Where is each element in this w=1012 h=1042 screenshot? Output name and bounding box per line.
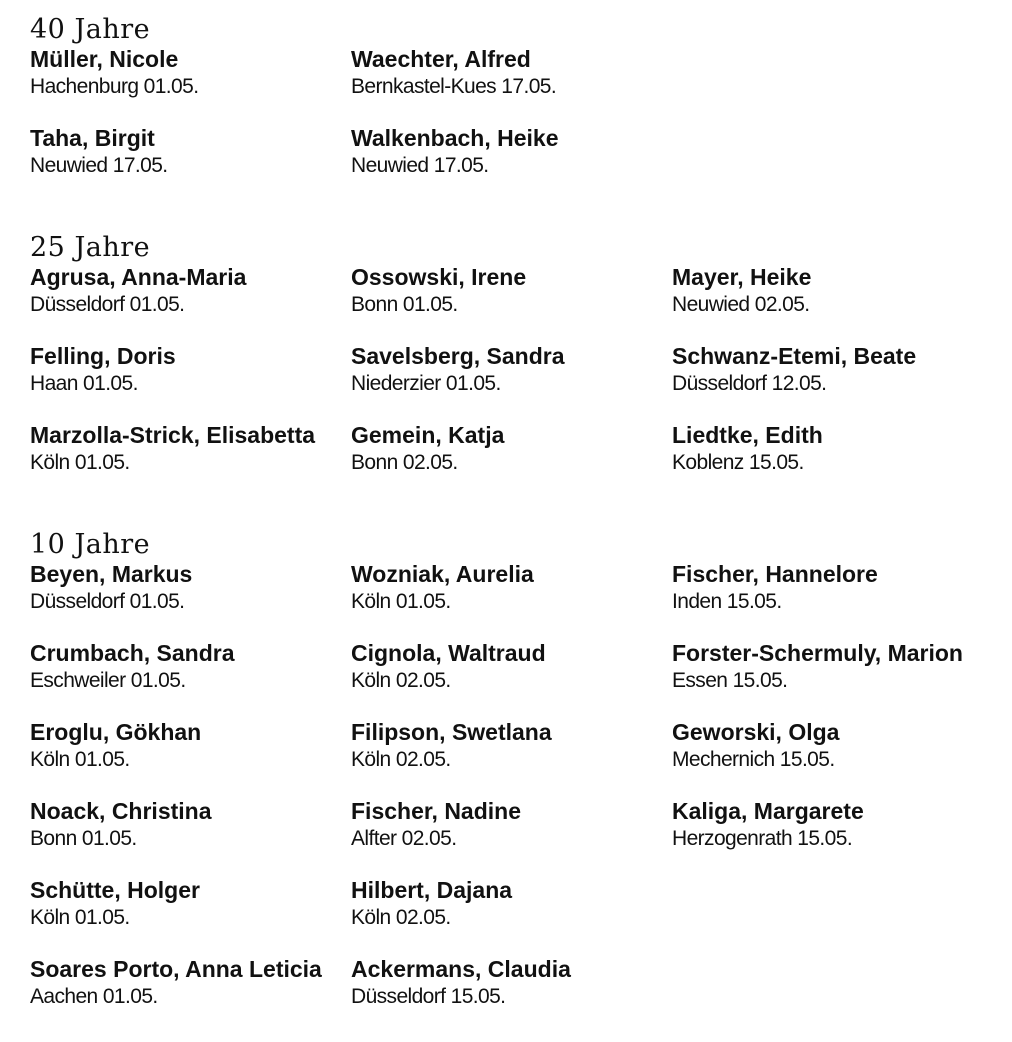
location-date: Köln 01.05.	[351, 590, 451, 613]
list-item	[351, 876, 672, 955]
list-item	[672, 639, 1002, 718]
section-title: 25 Jahre	[30, 232, 151, 263]
location-date: Bernkastel-Kues 17.05.	[351, 75, 557, 98]
person-name: Cignola, Waltraud	[351, 640, 546, 666]
location-date: Düsseldorf 01.05.	[30, 590, 185, 613]
person-name: Filipson, Swetlana	[351, 719, 552, 745]
person-name: Ossowski, Irene	[351, 264, 527, 290]
person-name: Ackermans, Claudia	[351, 956, 571, 982]
person-name: Savelsberg, Sandra	[351, 343, 565, 369]
list-item	[351, 421, 672, 500]
list-item	[672, 560, 1002, 639]
location-date: Alfter 02.05.	[351, 827, 457, 850]
list-item	[30, 718, 351, 797]
location-date: Köln 02.05.	[351, 669, 451, 692]
location-date: Bonn 01.05.	[351, 293, 458, 316]
list-item	[351, 639, 672, 718]
location-date: Eschweiler 01.05.	[30, 669, 186, 692]
list-item	[351, 797, 672, 876]
person-name: Noack, Christina	[30, 798, 212, 824]
person-name: Schwanz-Etemi, Beate	[672, 343, 917, 369]
location-date: Düsseldorf 15.05.	[351, 985, 506, 1008]
person-name: Walkenbach, Heike	[351, 125, 559, 151]
empty-cell	[672, 124, 1002, 203]
entry-grid	[30, 560, 1002, 1034]
location-date: Bonn 01.05.	[30, 827, 137, 850]
location-date: Bonn 02.05.	[351, 451, 458, 474]
person-name: Forster-Schermuly, Marion	[672, 640, 963, 666]
list-item	[351, 124, 672, 203]
list-item	[672, 263, 1002, 342]
location-date: Köln 01.05.	[30, 906, 130, 929]
person-name: Taha, Birgit	[30, 125, 155, 151]
list-item	[30, 797, 351, 876]
list-item	[351, 263, 672, 342]
person-name: Kaliga, Margarete	[672, 798, 864, 824]
location-date: Köln 01.05.	[30, 748, 130, 771]
empty-cell	[672, 876, 1002, 955]
location-date: Düsseldorf 01.05.	[30, 293, 185, 316]
location-date: Köln 02.05.	[351, 748, 451, 771]
list-item	[30, 421, 351, 500]
list-item	[30, 45, 351, 124]
person-name: Fischer, Nadine	[351, 798, 522, 824]
empty-cell	[672, 45, 1002, 124]
location-date: Neuwied 17.05.	[351, 154, 489, 177]
entry-grid	[30, 45, 1002, 203]
section-10-years	[30, 530, 1002, 1034]
person-name: Liedtke, Edith	[672, 422, 823, 448]
list-item	[351, 560, 672, 639]
list-item	[30, 639, 351, 718]
location-date: Herzogenrath 15.05.	[672, 827, 853, 850]
location-date: Köln 02.05.	[351, 906, 451, 929]
list-item	[672, 797, 1002, 876]
location-date: Hachenburg 01.05.	[30, 75, 199, 98]
list-item	[30, 560, 351, 639]
person-name: Eroglu, Gökhan	[30, 719, 202, 745]
location-date: Koblenz 15.05.	[672, 451, 804, 474]
list-item	[351, 45, 672, 124]
list-item	[30, 263, 351, 342]
list-item	[351, 955, 672, 1034]
person-name: Hilbert, Dajana	[351, 877, 513, 903]
person-name: Waechter, Alfred	[351, 46, 531, 72]
location-date: Düsseldorf 12.05.	[672, 372, 827, 395]
list-item	[672, 718, 1002, 797]
section-25-years	[30, 233, 1002, 500]
person-name: Soares Porto, Anna Leticia	[30, 956, 322, 982]
person-name: Gemein, Katja	[351, 422, 505, 448]
list-item	[30, 342, 351, 421]
location-date: Mechernich 15.05.	[672, 748, 835, 771]
person-name: Fischer, Hannelore	[672, 561, 878, 587]
entry-grid	[30, 263, 1002, 500]
person-name: Felling, Doris	[30, 343, 176, 369]
person-name: Wozniak, Aurelia	[351, 561, 534, 587]
list-item	[672, 421, 1002, 500]
section-40-years	[30, 15, 1002, 203]
person-name: Agrusa, Anna-Maria	[30, 264, 247, 290]
location-date: Aachen 01.05.	[30, 985, 158, 1008]
person-name: Schütte, Holger	[30, 877, 200, 903]
person-name: Crumbach, Sandra	[30, 640, 235, 666]
list-item	[30, 876, 351, 955]
location-date: Neuwied 17.05.	[30, 154, 168, 177]
location-date: Köln 01.05.	[30, 451, 130, 474]
list-item	[30, 955, 351, 1034]
section-title: 40 Jahre	[30, 14, 151, 45]
person-name: Beyen, Markus	[30, 561, 193, 587]
location-date: Inden 15.05.	[672, 590, 782, 613]
person-name: Müller, Nicole	[30, 46, 179, 72]
list-item	[672, 342, 1002, 421]
location-date: Essen 15.05.	[672, 669, 788, 692]
location-date: Haan 01.05.	[30, 372, 138, 395]
empty-cell	[672, 955, 1002, 1034]
section-title: 10 Jahre	[30, 529, 151, 560]
list-item	[351, 718, 672, 797]
location-date: Niederzier 01.05.	[351, 372, 501, 395]
person-name: Marzolla-Strick, Elisabetta	[30, 422, 316, 448]
person-name: Mayer, Heike	[672, 264, 812, 290]
list-item	[30, 124, 351, 203]
person-name: Geworski, Olga	[672, 719, 840, 745]
location-date: Neuwied 02.05.	[672, 293, 810, 316]
list-item	[351, 342, 672, 421]
